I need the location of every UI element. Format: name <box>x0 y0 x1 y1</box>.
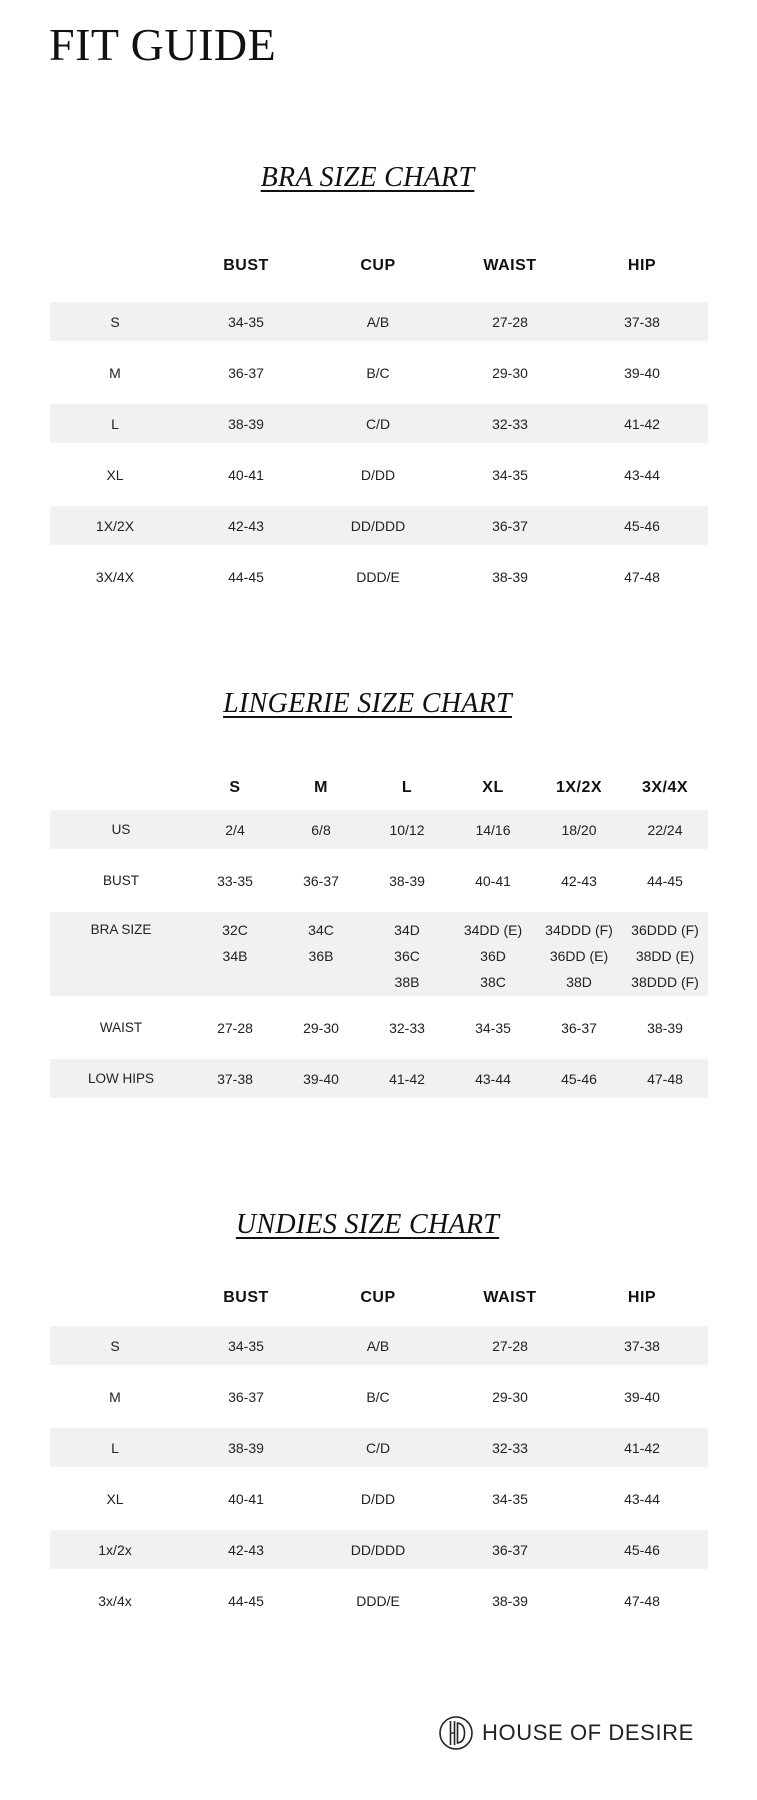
bra-size-value: 38D <box>566 974 592 990</box>
bra-size-value: 36DDD (F) <box>631 922 699 938</box>
waist-value: 29-30 <box>492 364 528 381</box>
table-row <box>50 557 708 596</box>
bra-header-cell: CUP <box>360 257 396 274</box>
size-label: L <box>111 1439 119 1456</box>
undies-header-cell: HIP <box>627 1289 657 1306</box>
bra-size-value: 38B <box>394 974 420 990</box>
table-cell: 39-40 <box>303 1070 339 1087</box>
table-row <box>50 506 708 545</box>
hip-value: 39-40 <box>624 1388 660 1405</box>
size-label: S <box>110 1337 120 1354</box>
row-label: US <box>111 822 131 837</box>
waist-value: 38-39 <box>492 1592 528 1609</box>
table-row <box>50 1530 708 1569</box>
lingerie-header-row <box>50 770 708 806</box>
bra-size-value: 38DDD (F) <box>631 974 699 990</box>
bust-value: 44-45 <box>228 568 264 585</box>
lingerie-header-cell: 3X/4X <box>641 779 689 796</box>
table-row <box>50 1377 708 1416</box>
table-row <box>50 861 708 900</box>
table-cell: 32-33 <box>389 1019 425 1036</box>
bra-size-value: 36C <box>394 948 420 964</box>
table-cell: 36-37 <box>303 872 339 889</box>
size-label: XL <box>106 466 124 483</box>
bra-size-value: 36DD (E) <box>549 948 609 964</box>
undies-chart-heading: UNDIES SIZE CHART <box>235 1209 500 1240</box>
table-row <box>50 404 708 443</box>
bra-size-value: 34DDD (F) <box>545 922 613 938</box>
table-cell: 37-38 <box>217 1070 253 1087</box>
table-cell <box>364 917 450 995</box>
bra-header-cell: BUST <box>223 257 269 274</box>
size-label: XL <box>106 1490 124 1507</box>
waist-value: 36-37 <box>492 517 528 534</box>
cup-value: C/D <box>365 415 391 432</box>
cup-value: A/B <box>366 313 390 330</box>
brand-name: HOUSE OF DESIRE <box>482 1720 694 1745</box>
waist-value: 34-35 <box>492 466 528 483</box>
brand-logo <box>438 1715 694 1751</box>
table-row <box>50 455 708 494</box>
table-row <box>50 1581 708 1620</box>
size-label: 1X/2X <box>95 517 135 534</box>
lingerie-header-cell: S <box>229 779 241 796</box>
table-cell <box>622 917 708 995</box>
lingerie-header-cell: L <box>401 779 413 796</box>
table-cell: 44-45 <box>647 872 683 889</box>
bust-value: 40-41 <box>228 1490 264 1507</box>
bust-value: 34-35 <box>228 1337 264 1354</box>
bust-value: 36-37 <box>228 364 264 381</box>
undies-size-table <box>50 1280 708 1620</box>
hip-value: 39-40 <box>624 364 660 381</box>
hip-value: 37-38 <box>624 1337 660 1354</box>
lingerie-header-cell: XL <box>482 779 504 796</box>
bust-value: 42-43 <box>228 1541 264 1558</box>
hd-monogram-icon <box>438 1715 474 1751</box>
table-cell: 42-43 <box>561 872 597 889</box>
bra-header-cell: HIP <box>627 257 657 274</box>
cup-value: DDD/E <box>356 1592 400 1609</box>
lingerie-chart-heading: LINGERIE SIZE CHART <box>223 688 512 719</box>
waist-value: 38-39 <box>492 568 528 585</box>
row-label: BUST <box>102 873 139 888</box>
bra-size-value: 36D <box>480 948 506 964</box>
table-cell: 2/4 <box>225 821 245 838</box>
cup-value: DDD/E <box>356 568 400 585</box>
table-row <box>50 1479 708 1518</box>
cup-value: DD/DDD <box>350 1541 406 1558</box>
table-row <box>50 912 708 996</box>
cup-value: D/DD <box>360 1490 396 1507</box>
bra-size-value: 34DD (E) <box>463 922 523 938</box>
bra-size-value: 34C <box>308 922 334 938</box>
table-cell: 33-35 <box>217 872 253 889</box>
table-row <box>50 810 708 849</box>
size-label: 3X/4X <box>95 568 135 585</box>
table-cell: 41-42 <box>389 1070 425 1087</box>
size-label: 3x/4x <box>98 1592 132 1609</box>
size-label: M <box>109 364 121 381</box>
table-cell: 14/16 <box>475 821 511 838</box>
hip-value: 41-42 <box>624 415 660 432</box>
cup-value: D/DD <box>360 466 396 483</box>
undies-header-cell: WAIST <box>483 1289 537 1306</box>
table-cell: 38-39 <box>389 872 425 889</box>
table-cell: 43-44 <box>475 1070 511 1087</box>
hip-value: 47-48 <box>624 1592 660 1609</box>
cup-value: DD/DDD <box>350 517 406 534</box>
table-cell: 6/8 <box>311 821 331 838</box>
row-label-text: BRA SIZE <box>90 922 152 937</box>
size-label: M <box>109 1388 121 1405</box>
table-cell: 18/20 <box>561 821 597 838</box>
hip-value: 47-48 <box>624 568 660 585</box>
bust-value: 44-45 <box>228 1592 264 1609</box>
bra-size-value: 32C <box>222 922 248 938</box>
table-cell: 22/24 <box>647 821 683 838</box>
undies-header-row <box>50 1280 708 1316</box>
lingerie-header-cell: M <box>314 779 328 796</box>
waist-value: 34-35 <box>492 1490 528 1507</box>
table-row <box>50 302 708 341</box>
waist-value: 32-33 <box>492 415 528 432</box>
bra-header-cell: WAIST <box>483 257 537 274</box>
bust-value: 42-43 <box>228 517 264 534</box>
cup-value: B/C <box>366 1388 390 1405</box>
row-label: WAIST <box>99 1020 143 1035</box>
undies-header-cell: BUST <box>223 1289 269 1306</box>
row-label <box>50 917 192 943</box>
hip-value: 45-46 <box>624 517 660 534</box>
waist-value: 36-37 <box>492 1541 528 1558</box>
size-label: L <box>111 415 119 432</box>
cup-value: B/C <box>366 364 390 381</box>
table-cell: 29-30 <box>303 1019 339 1036</box>
bust-value: 38-39 <box>228 415 264 432</box>
table-cell <box>536 917 622 995</box>
hip-value: 41-42 <box>624 1439 660 1456</box>
size-label: S <box>110 313 120 330</box>
bra-chart-heading: BRA SIZE CHART <box>260 162 475 193</box>
waist-value: 27-28 <box>492 1337 528 1354</box>
table-cell <box>278 917 364 969</box>
lingerie-header-cell: 1X/2X <box>555 779 603 796</box>
table-row <box>50 1059 708 1098</box>
table-cell: 47-48 <box>647 1070 683 1087</box>
bra-size-value: 36B <box>308 948 334 964</box>
table-cell: 45-46 <box>561 1070 597 1087</box>
bra-size-value: 34D <box>394 922 420 938</box>
table-cell: 40-41 <box>475 872 511 889</box>
bust-value: 34-35 <box>228 313 264 330</box>
page-title: FIT GUIDE <box>49 19 277 70</box>
table-cell: 34-35 <box>475 1019 511 1036</box>
cup-value: A/B <box>366 1337 390 1354</box>
table-row <box>50 1428 708 1467</box>
table-cell: 27-28 <box>217 1019 253 1036</box>
table-cell: 36-37 <box>561 1019 597 1036</box>
table-row <box>50 1326 708 1365</box>
waist-value: 27-28 <box>492 313 528 330</box>
waist-value: 32-33 <box>492 1439 528 1456</box>
bust-value: 38-39 <box>228 1439 264 1456</box>
table-row <box>50 353 708 392</box>
bra-size-table <box>50 248 708 596</box>
hip-value: 43-44 <box>624 466 660 483</box>
bra-size-value: 38C <box>480 974 506 990</box>
waist-value: 29-30 <box>492 1388 528 1405</box>
hip-value: 43-44 <box>624 1490 660 1507</box>
bra-size-value: 38DD (E) <box>635 948 695 964</box>
table-cell <box>450 917 536 995</box>
bust-value: 36-37 <box>228 1388 264 1405</box>
table-cell: 10/12 <box>389 821 425 838</box>
bra-header-row <box>50 248 708 284</box>
table-cell <box>192 917 278 969</box>
table-row <box>50 1008 708 1047</box>
lingerie-size-table <box>50 770 708 1098</box>
size-label: 1x/2x <box>98 1541 132 1558</box>
cup-value: C/D <box>365 1439 391 1456</box>
bust-value: 40-41 <box>228 466 264 483</box>
hip-value: 37-38 <box>624 313 660 330</box>
row-label: LOW HIPS <box>87 1071 154 1086</box>
undies-header-cell: CUP <box>360 1289 396 1306</box>
table-cell: 38-39 <box>647 1019 683 1036</box>
hip-value: 45-46 <box>624 1541 660 1558</box>
bra-size-value: 34B <box>222 948 248 964</box>
